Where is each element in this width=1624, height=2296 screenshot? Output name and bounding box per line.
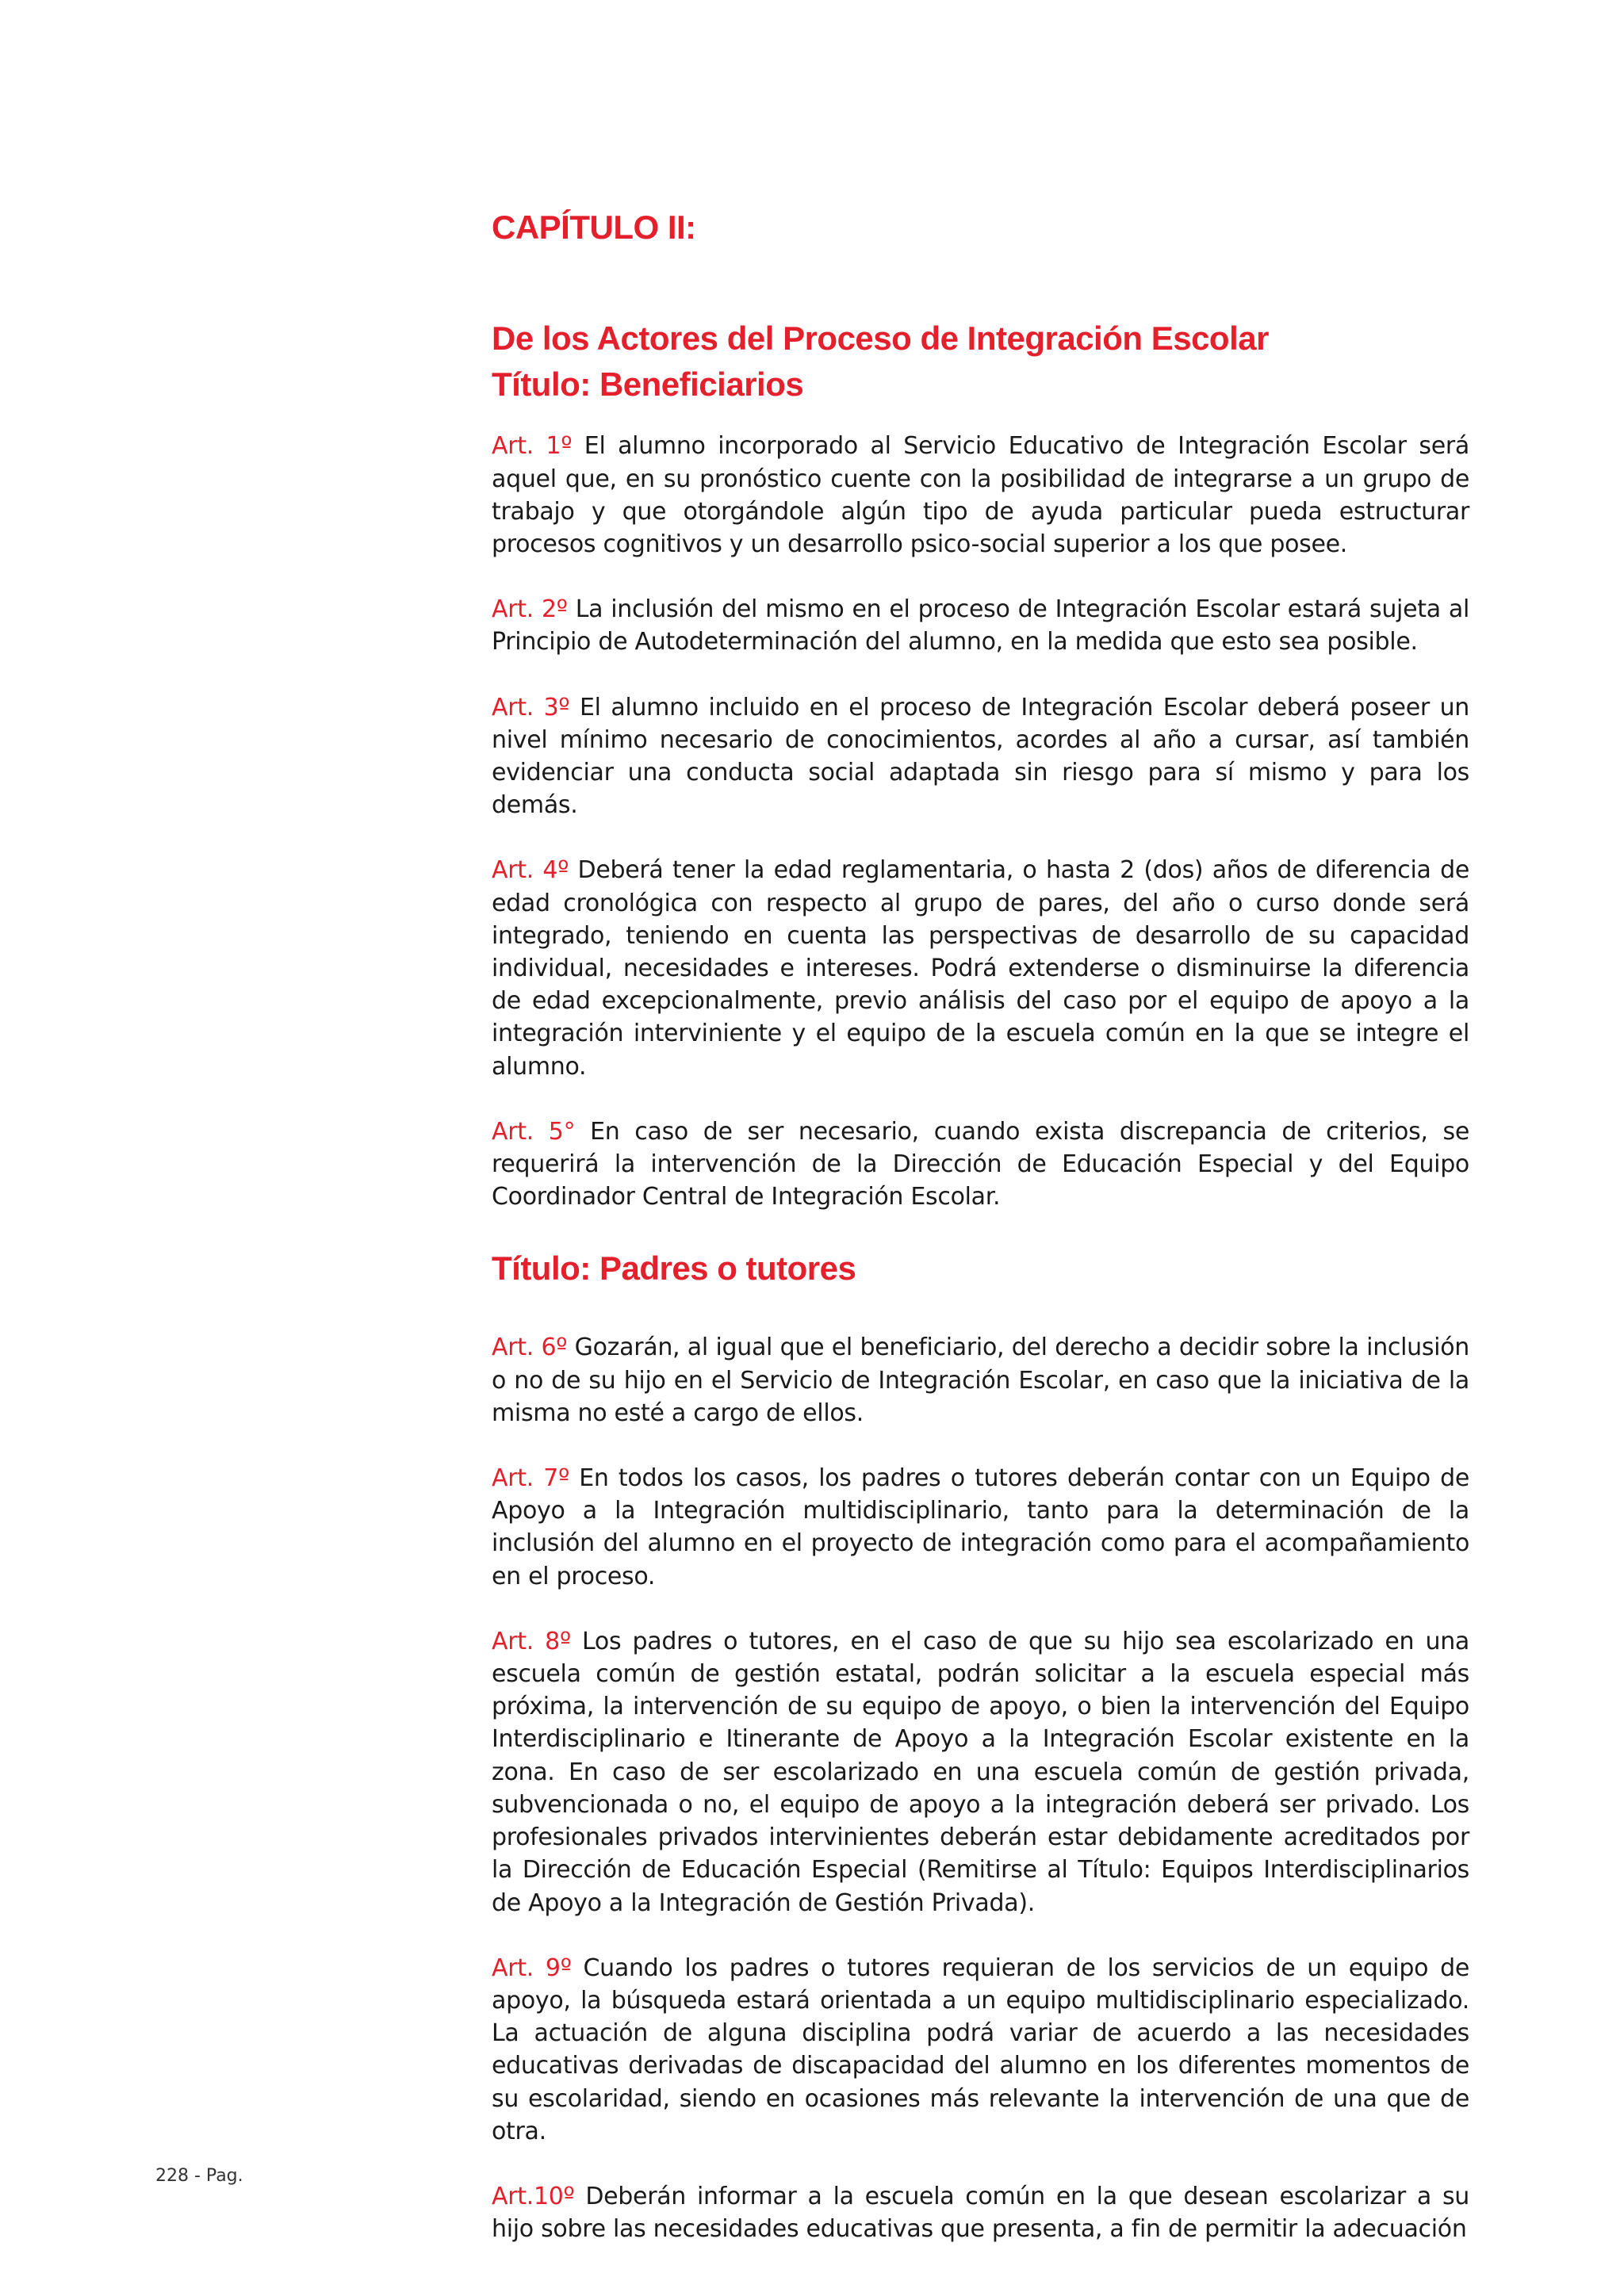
section-heading-line-1: De los Actores del Proceso de Integración Escolar	[492, 320, 1269, 358]
article-text: El alumno incorporado al Servicio Educativo de Integración Escolar será aquel que, en su pronóstico cuente con la posibilidad de integrarse a un grupo de trabajo y que otorgándole algún tipo de ayuda particular pueda estructurar procesos cognitivos y un desarrollo psico-social superior a los que posee.	[492, 432, 1469, 558]
article-label: Art. 2º	[492, 595, 568, 624]
article-text: Los padres o tutores, en el caso de que su hijo sea escolarizado en una escuela común de gestión estatal, podrán solicitar a la escuela especial más próxima, la intervención de su equipo de apoyo, o bien la intervención del Equipo Interdisciplinario e Itinerante de Apoyo a la Integración Escolar existente en la zona. En caso de ser escolarizado en una escuela común de gestión privada, subvencionada o no, el equipo de apoyo a la integración deberá ser privado. Los profesionales privados intervinientes deberán estar debidamente acreditados por la Dirección de Educación Especial (Remitirse al Título: Equipos Interdisciplinarios de Apoyo a la Integración de Gestión Privada).	[492, 1627, 1469, 1917]
article-10	[492, 2180, 1469, 2245]
article-text: Deberá tener la edad reglamentaria, o hasta 2 (dos) años de diferencia de edad cronológica con respecto al grupo de pares, del año o curso donde será integrado, teniendo en cuenta las perspectivas de desarrollo de su capacidad individual, necesidades e intereses. Podrá extenderse o disminuirse la diferencia de edad excepcionalmente, previo análisis del caso por el equipo de apoyo a la integración interviniente y el equipo de la escuela común en la que se integre el alumno.	[492, 856, 1469, 1081]
article-text: Deberán informar a la escuela común en la que desean escolarizar a su hijo sobre las necesidades educativas que presenta, a fin de permitir la adecuación	[492, 2182, 1469, 2244]
article-label: Art. 6º	[492, 1334, 568, 1362]
article-4	[492, 854, 1469, 1082]
article-7	[492, 1462, 1469, 1593]
article-label: Art. 1º	[492, 432, 573, 461]
section-heading-padres	[492, 1246, 1469, 1292]
article-1	[492, 430, 1469, 561]
article-label: Art. 8º	[492, 1627, 571, 1655]
article-8	[492, 1625, 1469, 1919]
article-label: Art. 3º	[492, 693, 570, 721]
article-label: Art. 4º	[492, 856, 569, 885]
article-label: Art. 7º	[492, 1464, 569, 1493]
article-text: Cuando los padres o tutores requieran de los servicios de un equipo de apoyo, la búsqueda estará orientada a un equipo multidisciplinario especializado. La actuación de alguna disciplina podrá variar de acuerdo a las necesidades educativas derivadas de discapacidad del alumno en los diferentes momentos de su escolaridad, siendo en ocasiones más relevante la intervención de una que de otra.	[492, 1954, 1469, 2145]
article-9	[492, 1952, 1469, 2148]
section-heading-padres-title: Título: Padres o tutores	[492, 1249, 856, 1288]
page-content	[492, 208, 1469, 2278]
section-heading-beneficiarios	[492, 316, 1469, 408]
page-number: 228 - Pag.	[155, 2166, 243, 2186]
article-text: La inclusión del mismo en el proceso de Integración Escolar estará sujeta al Principio de Autodeterminación del alumno, en la medida que esto sea posible.	[492, 595, 1469, 656]
article-3	[492, 691, 1469, 822]
article-6	[492, 1331, 1469, 1429]
article-2	[492, 593, 1469, 658]
section-heading-line-2: Título: Beneficiarios	[492, 365, 804, 404]
article-label: Art. 9º	[492, 1954, 572, 1982]
article-text: En todos los casos, los padres o tutores deberán contar con un Equipo de Apoyo a la Integración multidisciplinario, tanto para la determinación de la inclusión del alumno en el proyecto de integración como para el acompañamiento en el proceso.	[492, 1464, 1469, 1590]
chapter-title: CAPÍTULO II:	[492, 209, 696, 246]
article-label: Art. 5°	[492, 1117, 576, 1146]
article-label: Art.10º	[492, 2182, 575, 2210]
article-text: En caso de ser necesario, cuando exista discrepancia de criterios, se requerirá la intervención de la Dirección de Educación Especial y del Equipo Coordinador Central de Integración Escolar.	[492, 1117, 1469, 1211]
article-5	[492, 1115, 1469, 1214]
article-text: El alumno incluido en el proceso de Integración Escolar deberá poseer un nivel mínimo necesario de conocimientos, acordes al año a cursar, así también evidenciar una conducta social adaptada sin riesgo para sí mismo y para los demás.	[492, 693, 1469, 820]
article-text: Gozarán, al igual que el beneficiario, del derecho a decidir sobre la inclusión o no de su hijo en el Servicio de Integración Escolar, en caso que la iniciativa de la misma no esté a cargo de ellos.	[492, 1334, 1469, 1427]
